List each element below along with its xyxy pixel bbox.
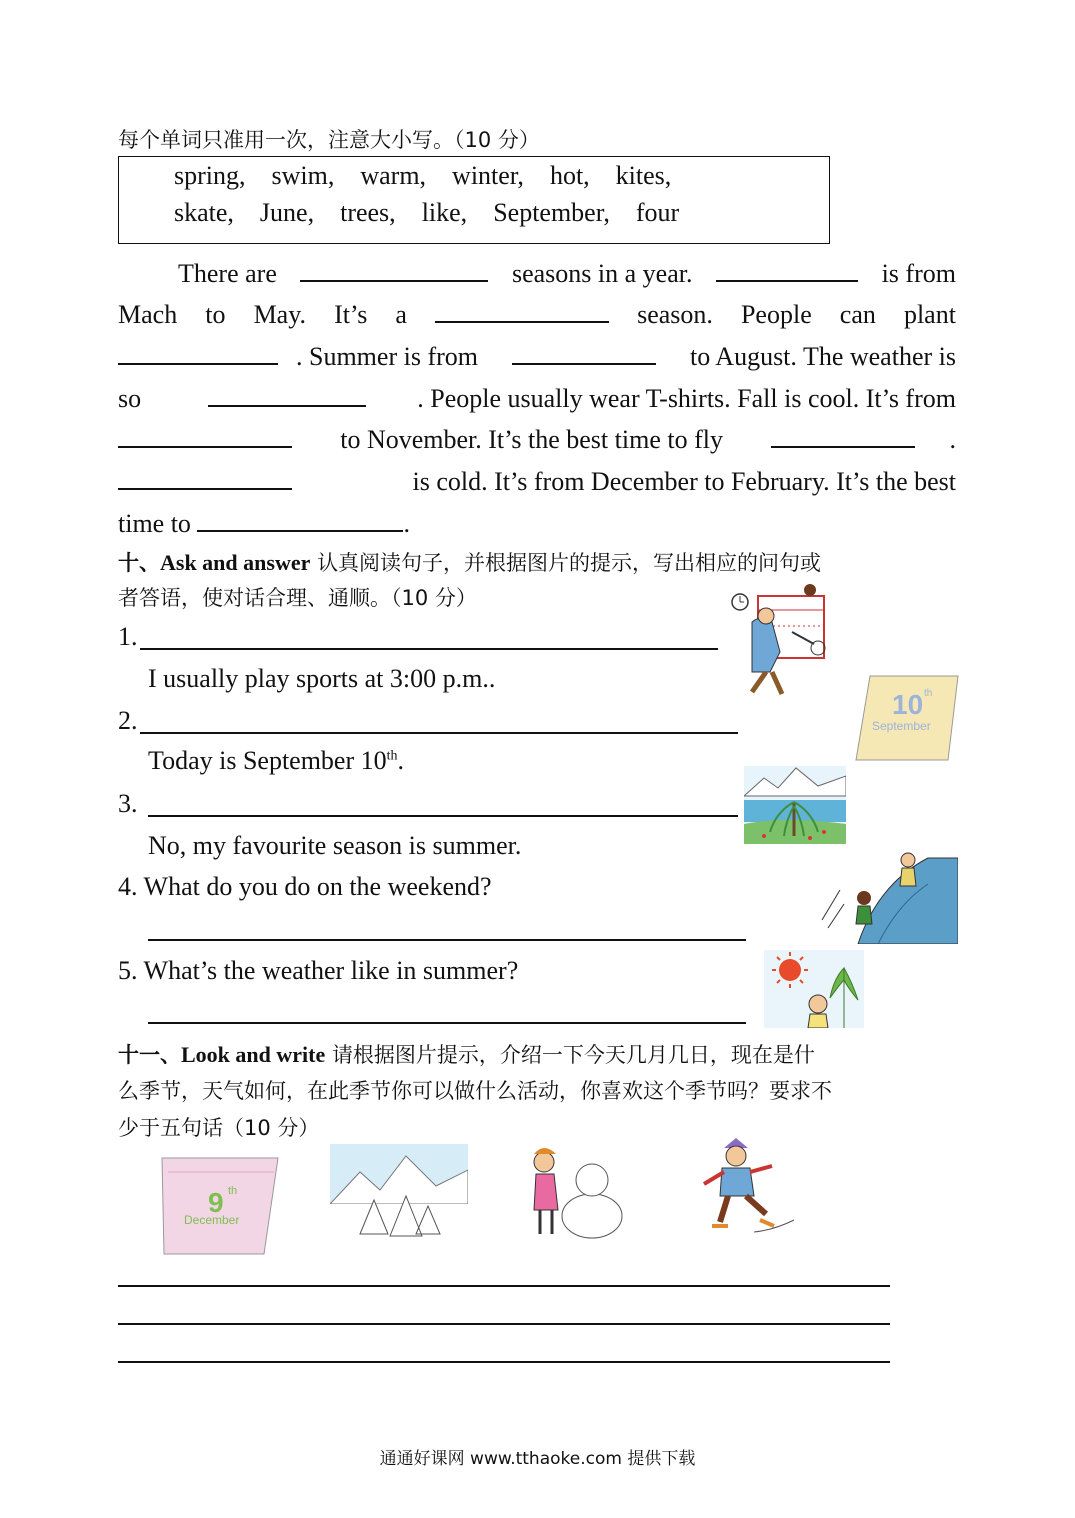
writing-line-1[interactable] [118,1285,890,1287]
word: June, [259,198,315,227]
passage-line-6 [118,464,956,497]
badminton-player-illustration [722,582,844,702]
passage-text: is from [881,259,956,288]
section-11-desc-2: 么季节，天气如何，在此季节你可以做什么活动，你喜欢这个季节吗？要求不 [118,1079,832,1103]
word-bank-box [118,156,830,244]
q1-answer-line[interactable] [140,648,718,650]
writing-line-3[interactable] [118,1361,890,1363]
calendar-day: 9 [208,1187,224,1218]
word: warm, [360,161,427,190]
superscript: th [386,748,398,764]
q2-answer-line[interactable] [140,732,738,734]
word: winter, [452,161,524,190]
blank-10[interactable] [197,506,403,532]
word: swim, [271,161,335,190]
q3-number: 3. [118,789,138,818]
section-desc: 请根据图片提示，介绍一下今天几月几日，现在是什 [331,1043,815,1067]
q3-answer-text: No, my favourite season is summer. [148,831,522,860]
section-desc: 认真阅读句子，并根据图片的提示，写出相应的问句或 [317,551,822,575]
passage-line-3 [118,339,956,372]
writing-line-2[interactable] [118,1323,890,1325]
passage-text: to November. It’s the best time to fly [340,425,723,454]
passage-line-4 [118,381,956,414]
passage-text: There are [178,259,277,288]
passage-text: is cold. It’s from December to February. It’s the best [412,467,956,496]
blank-1[interactable] [300,256,488,282]
q2-answer-text [148,746,404,776]
calendar-day: 10 [892,689,924,720]
word: four [635,198,680,227]
passage-line-5 [118,422,956,455]
q5-answer-line[interactable] [148,1022,746,1024]
word: trees, [340,198,396,227]
section-number: 十、 [118,551,160,575]
word: September, [493,198,610,227]
passage-text: . [949,425,956,454]
passage-text: . [403,509,410,538]
word-bank-row-2 [174,198,705,228]
section-11-desc-3: 少于五句话（10 分） [118,1116,320,1140]
passage-line-2 [118,297,956,330]
word: skate, [174,198,234,227]
passage-text: can [839,300,876,329]
section-11-heading [118,1039,958,1069]
calendar-september-10-icon [852,672,962,764]
q1-number: 1. [118,622,138,651]
blank-2[interactable] [716,256,858,282]
passage-text: People [740,300,812,329]
passage-line-7 [118,506,410,539]
blank-3[interactable] [435,297,609,323]
q3-answer-line[interactable] [148,815,738,817]
passage-text: May. [253,300,307,329]
calendar-day-suffix: th [924,688,933,699]
q4-answer-line[interactable] [148,939,746,941]
blank-6[interactable] [208,381,366,407]
passage-text: time to [118,509,191,538]
passage-text: so [118,384,142,413]
section-title: Ask and answer [160,550,311,575]
blank-5[interactable] [512,339,656,365]
passage-text: Mach [118,300,178,329]
q1-answer-text: I usually play sports at 3:00 p.m.. [148,664,496,693]
blank-8[interactable] [771,422,915,448]
word-bank-row-1 [174,161,697,191]
answer-text: . [397,746,405,775]
passage-text: a [395,300,407,329]
blank-9[interactable] [118,464,292,490]
calendar-december-9-icon [158,1152,282,1260]
building-snowman-illustration [522,1144,626,1240]
q2-number: 2. [118,706,138,735]
word: spring, [174,161,246,190]
snowy-mountains-illustration [330,1144,468,1242]
section-10-heading [118,547,958,577]
calendar-month: September [872,719,931,733]
word: kites, [615,161,672,190]
word: hot, [549,161,590,190]
passage-text: It’s [334,300,368,329]
passage-text: . Summer is from [296,342,478,371]
calendar-month: December [184,1213,240,1227]
section-10-desc-2: 者答语，使对话合理、通顺。（10 分） [118,586,477,610]
hot-summer-illustration [764,950,864,1028]
spring-landscape-illustration [744,766,846,844]
section-number: 十一、 [118,1043,181,1067]
q5-question: 5. What’s the weather like in summer? [118,956,519,985]
instruction-text: 每个单词只准用一次，注意大小写。（10 分） [118,128,540,152]
word: like, [421,198,468,227]
passage-text: . People usually wear T-shirts. Fall is cool. It’s from [417,384,956,413]
calendar-day-suffix: th [228,1185,238,1197]
passage-text: seasons in a year. [511,259,693,288]
passage-text: to August. The weather is [690,342,956,371]
section-title: Look and write [181,1042,326,1067]
footer-text: 通通好课网 www.tthaoke.com 提供下载 [379,1449,696,1469]
mountain-climbing-illustration [818,850,958,944]
blank-7[interactable] [118,422,292,448]
q4-question: 4. What do you do on the weekend? [118,872,492,901]
passage-text: plant [903,300,956,329]
passage-text: to [205,300,226,329]
passage-line-1 [178,256,956,289]
blank-4[interactable] [118,339,278,365]
answer-text: Today is September 10 [148,746,387,775]
ice-skating-illustration [694,1136,796,1236]
passage-text: season. [637,300,713,329]
